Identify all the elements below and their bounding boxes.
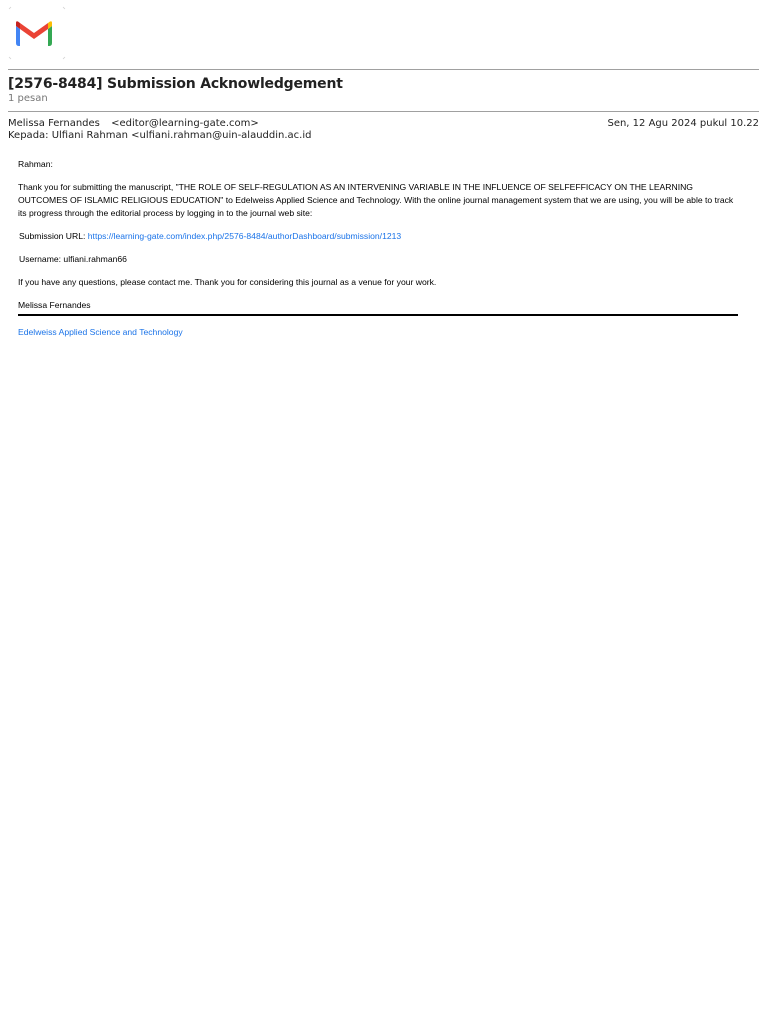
divider-header — [8, 111, 759, 112]
submission-url-label: Submission URL: — [19, 231, 88, 241]
gmail-logo — [8, 6, 66, 60]
sender-line — [8, 118, 259, 129]
sent-date: Sen, 12 Agu 2024 pukul 10.22 — [607, 118, 759, 129]
signature-name: Melissa Fernandes — [18, 300, 91, 310]
submission-url-link[interactable]: https://learning-gate.com/index.php/2576-8484/authorDashboard/submission/1213 — [87, 231, 402, 241]
body-paragraph-questions: If you have any questions, please contact me. Thank you for considering this journal as a venue for your work. — [18, 277, 437, 287]
sender-email: <editor@learning-gate.com> — [111, 118, 259, 129]
divider-top — [8, 69, 759, 70]
recipient-line: Kepada: Ulfiani Rahman <ulfiani.rahman@uin-alauddin.ac.id — [8, 130, 312, 141]
username-line: Username: ulfiani.rahman66 — [19, 254, 127, 264]
signature-divider — [18, 314, 738, 316]
sender-name: Melissa Fernandes — [8, 118, 100, 129]
body-paragraph-thanks: Thank you for submitting the manuscript, "THE ROLE OF SELF-REGULATION AS AN INTERVENING VARIABLE IN THE INFLUENCE OF SELFEFFICACY ON THE LEARNING OUTCOMES OF ISLAMIC RELIGIOUS EDUCATION" to Edelweiss Applied Science and Technology. With the online journal management system that we are using, you will be able to track its progress through the editorial process by logging in to the journal web site: — [18, 182, 734, 218]
message-count: 1 pesan — [8, 93, 48, 104]
journal-link[interactable]: Edelweiss Applied Science and Technology — [18, 327, 183, 337]
email-subject: [2576-8484] Submission Acknowledgement — [8, 76, 343, 92]
email-body — [18, 158, 738, 339]
greeting: Rahman: — [18, 159, 53, 169]
submission-url-line — [18, 230, 738, 243]
